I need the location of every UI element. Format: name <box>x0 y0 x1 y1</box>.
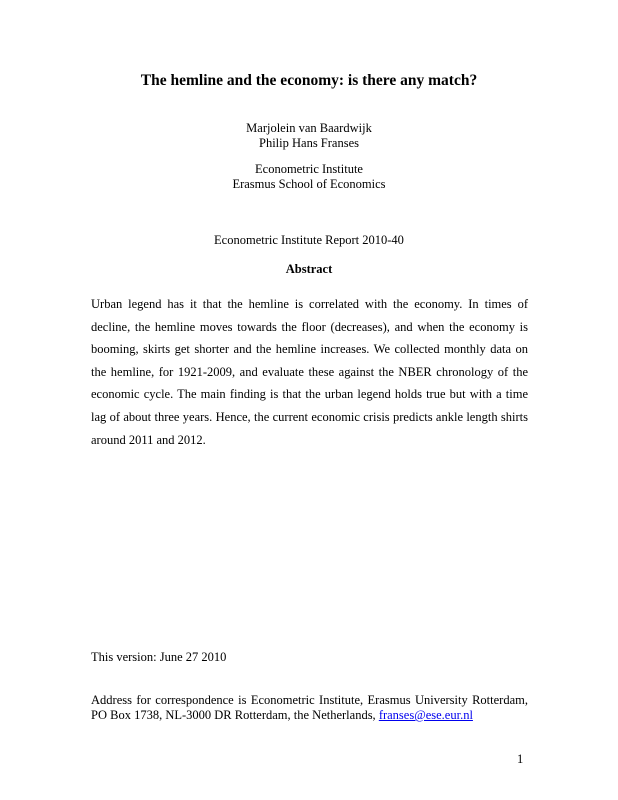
version-date: This version: June 27 2010 <box>91 650 227 664</box>
affiliation-institute: Econometric Institute <box>255 162 363 176</box>
author-name: Philip Hans Franses <box>259 136 359 150</box>
author-list <box>0 121 618 151</box>
affiliation-school: Erasmus School of Economics <box>232 177 386 191</box>
address-text: Address for correspondence is Econometric Institute, Erasmus University Rotterdam, PO Box 1738, NL-3000 DR Rotterdam, the Netherlands, <box>91 693 528 722</box>
paper-title: The hemline and the economy: is there any match? <box>140 72 478 89</box>
author-name: Marjolein van Baardwijk <box>246 121 372 135</box>
correspondence-address <box>91 693 528 723</box>
page-number: 1 <box>517 752 524 766</box>
report-number: Econometric Institute Report 2010-40 <box>214 233 404 247</box>
abstract-text: Urban legend has it that the hemline is correlated with the economy. In times of decline, the hemline moves towards the floor (decreases), and when the economy is booming, skirts get shorter and the hemline increases. We collected monthly data on the hemline, for 1921-2009, and evaluate these against the NBER chronology of the economic cycle. The main finding is that the urban legend holds true but with a time lag of about three years. Hence, the current economic crisis predicts ankle length shirts around 2011 and 2012. <box>91 297 528 447</box>
affiliation <box>0 162 618 192</box>
email-link[interactable]: franses@ese.eur.nl <box>378 708 473 722</box>
abstract-heading: Abstract <box>285 262 333 276</box>
